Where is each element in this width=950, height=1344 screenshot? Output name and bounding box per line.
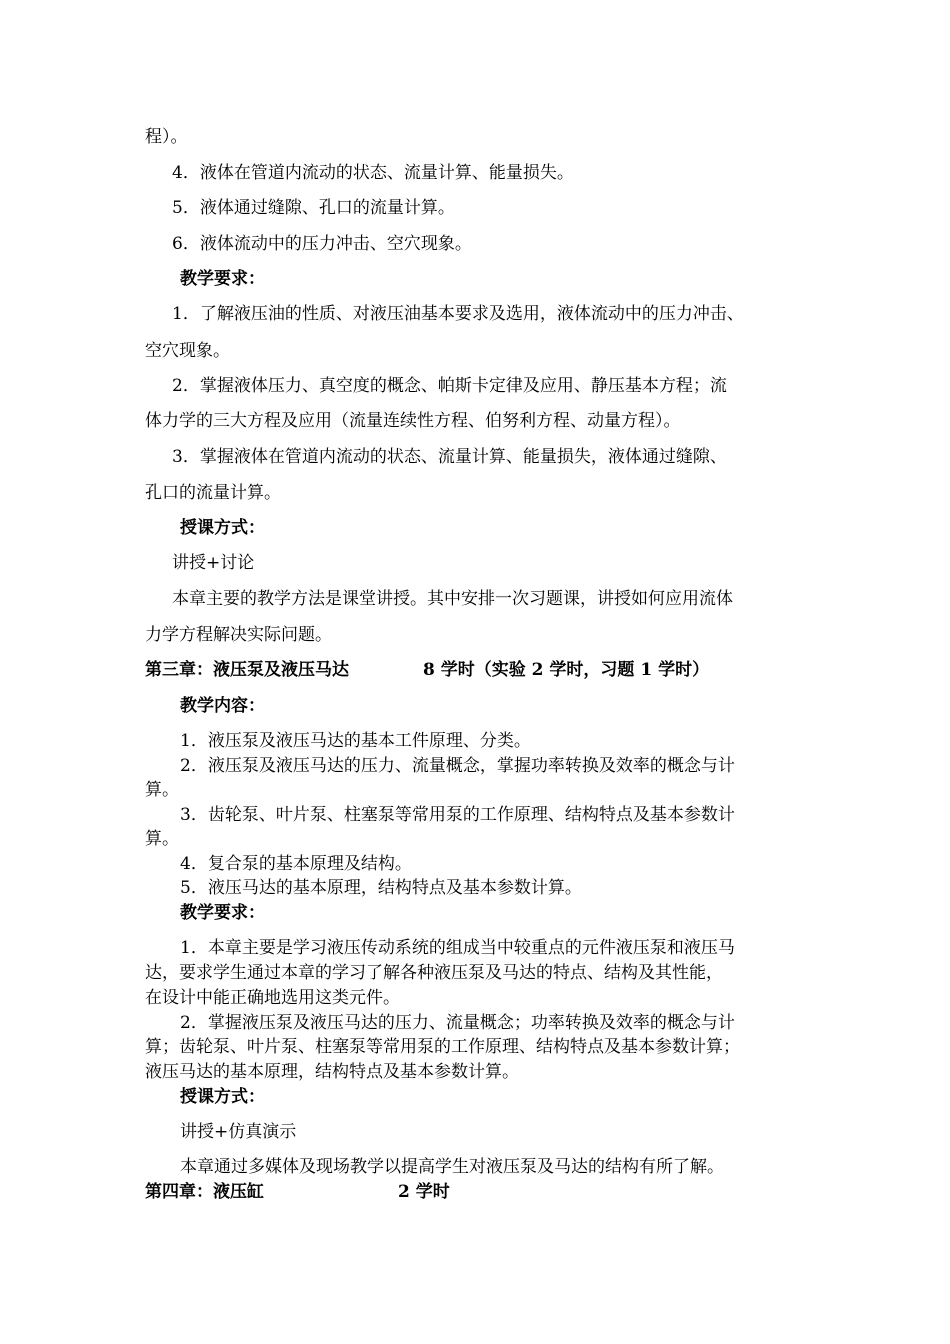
ch3-content-2-line-2: 算。 <box>145 780 179 800</box>
ch3-requirement-1-line-2: 达，要求学生通过本章的学习了解各种液压泵及马达的特点、结构及其性能， <box>145 963 723 983</box>
chapter-3-teaching-mode: 讲授+仿真演示 <box>180 1122 297 1142</box>
chapter-3-requirements-heading: 教学要求： <box>180 903 265 923</box>
chapter-4-hours: 2 学时 <box>398 1182 450 1202</box>
ch3-content-5: 5．液压马达的基本原理，结构特点及基本参数计算。 <box>180 878 582 898</box>
chapter-3-title: 第三章：液压泵及液压马达 <box>145 660 349 680</box>
chapter-3-teaching-mode-heading: 授课方式： <box>180 1087 265 1107</box>
ch3-requirement-1-line-1: 1．本章主要是学习液压传动系统的组成当中较重点的元件液压泵和液压马 <box>180 938 735 958</box>
requirement-3-line-2: 孔口的流量计算。 <box>145 483 281 503</box>
requirement-1-line-2: 空穴现象。 <box>145 341 230 361</box>
requirements-heading: 教学要求： <box>180 269 265 289</box>
requirement-2-line-1: 2．掌握液体压力、真空度的概念、帕斯卡定律及应用、静压基本方程；流 <box>172 376 727 396</box>
ch3-requirement-1-line-3: 在设计中能正确地选用这类元件。 <box>145 988 400 1008</box>
chapter-4-title: 第四章：液压缸 <box>145 1182 264 1202</box>
requirement-1-line-1: 1．了解液压油的性质、对液压油基本要求及选用，液体流动中的压力冲击、 <box>172 304 744 324</box>
teaching-mode-heading: 授课方式： <box>180 518 265 538</box>
chapter-3-content-heading: 教学内容： <box>180 696 265 716</box>
ch3-requirement-2-line-1: 2．掌握液压泵及液压马达的压力、流量概念；功率转换及效率的概念与计 <box>180 1013 735 1033</box>
method-line-1: 本章主要的教学方法是课堂讲授。其中安排一次习题课，讲授如何应用流体 <box>172 589 733 609</box>
requirement-3-line-1: 3．掌握液体在管道内流动的状态、流量计算、能量损失，液体通过缝隙、 <box>172 447 727 467</box>
ch3-content-3-line-2: 算。 <box>145 829 179 849</box>
requirement-2-line-2: 体力学的三大方程及应用（流量连续性方程、伯努利方程、动量方程）。 <box>145 411 681 431</box>
ch3-content-4: 4．复合泵的基本原理及结构。 <box>180 854 412 874</box>
teaching-mode: 讲授+讨论 <box>172 553 255 573</box>
content-continuation: 程）。 <box>145 127 188 147</box>
chapter-3-hours: 8 学时（实验 2 学时，习题 1 学时） <box>423 660 710 680</box>
chapter-3-method: 本章通过多媒体及现场教学以提高学生对液压泵及马达的结构有所了解。 <box>180 1157 724 1177</box>
content-item-4: 4．液体在管道内流动的状态、流量计算、能量损失。 <box>172 163 574 183</box>
ch3-content-1: 1．液压泵及液压马达的基本工件原理、分类。 <box>180 731 531 751</box>
method-line-2: 力学方程解决实际问题。 <box>145 625 332 645</box>
content-item-6: 6．液体流动中的压力冲击、空穴现象。 <box>172 234 472 254</box>
ch3-requirement-2-line-2: 算；齿轮泵、叶片泵、柱塞泵等常用泵的工作原理、结构特点及基本参数计算； <box>145 1037 740 1057</box>
ch3-content-2-line-1: 2．液压泵及液压马达的压力、流量概念，掌握功率转换及效率的概念与计 <box>180 756 735 776</box>
content-item-5: 5．液体通过缝隙、孔口的流量计算。 <box>172 198 455 218</box>
ch3-requirement-2-line-3: 液压马达的基本原理，结构特点及基本参数计算。 <box>145 1062 519 1082</box>
ch3-content-3-line-1: 3．齿轮泵、叶片泵、柱塞泵等常用泵的工作原理、结构特点及基本参数计 <box>180 805 735 825</box>
